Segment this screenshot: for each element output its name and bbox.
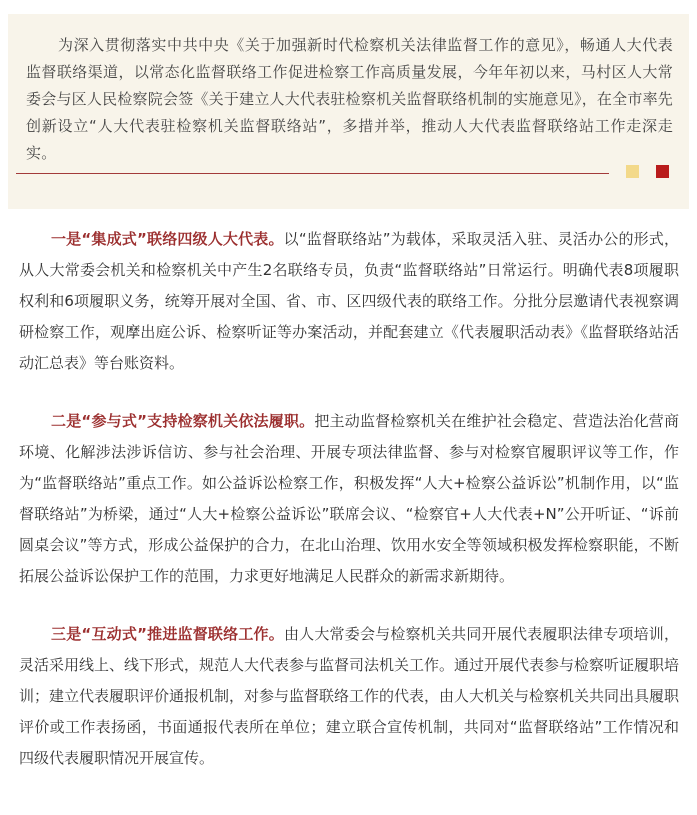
section-paragraph-1 — [19, 224, 679, 379]
decor-square-light — [626, 165, 639, 178]
section-2-lead: 二是“参与式”支持检察机关依法履职。 — [51, 412, 315, 430]
section-3-body: 由人大常委会与检察机关共同开展代表履职法律专项培训，灵活采用线上、线下形式，规范人大代表参与监督司法机关工作。通过开展代表参与检察听证履职培训；建立代表履职评价通报机制，对参与监督联络工作的代表，由人大机关与检察机关共同出具履职评价或工作表扬函，书面通报代表所在单位；建立联合宣传机制，共同对“监督联络站”工作情况和四级代表履职情况开展宣传。 — [19, 625, 680, 767]
intro-box — [8, 14, 689, 209]
section-1-body: 以“监督联络站”为载体，采取灵活入驻、灵活办公的形式，从人大常委会机关和检察机关中产生2名联络专员，负责“监督联络站”日常运行。明确代表8项履职权利和6项履职义务，统筹开展对全国、省、市、区四级代表的联络工作。分批分层邀请代表视察调研检察工作，观摩出庭公诉、检察听证等办案活动，并配套建立《代表履职活动表》《监督联络站活动汇总表》等台账资料。 — [19, 230, 680, 372]
decor-square-dark — [656, 165, 669, 178]
section-1-lead: 一是“集成式”联络四级人大代表。 — [51, 230, 284, 248]
intro-paragraph: 为深入贯彻落实中共中央《关于加强新时代检察机关法律监督工作的意见》，畅通人大代表监督联络渠道，以常态化监督联络工作促进检察工作高质量发展，今年年初以来，马村区人大常委会与区人民检察院会签《关于建立人大代表驻检察机关监督联络机制的实施意见》，在全市率先创新设立“人大代表驻检察机关监督联络站”，多措并举，推动人大代表监督联络站工作走深走实。 — [26, 36, 673, 162]
section-paragraph-2 — [19, 406, 679, 592]
intro-divider — [16, 173, 609, 174]
section-paragraph-3 — [19, 619, 679, 774]
section-2-body: 把主动监督检察机关在维护社会稳定、营造法治化营商环境、化解涉法涉诉信访、参与社会治理、开展专项法律监督、参与对检察官履职评议等工作，作为“监督联络站”重点工作。如公益诉讼检察工作，积极发挥“人大+检察公益诉讼”机制作用，以“监督联络站”为桥梁，通过“人大+检察公益诉讼”联席会议、“检察官+人大代表+N”公开听证、“诉前圆桌会议”等方式，形成公益保护的合力，在北山治理、饮用水安全等领域积极发挥检察职能，不断拓展公益诉讼保护工作的范围，力求更好地满足人民群众的新需求新期待。 — [19, 412, 679, 585]
section-3-lead: 三是“互动式”推进监督联络工作。 — [51, 625, 284, 643]
